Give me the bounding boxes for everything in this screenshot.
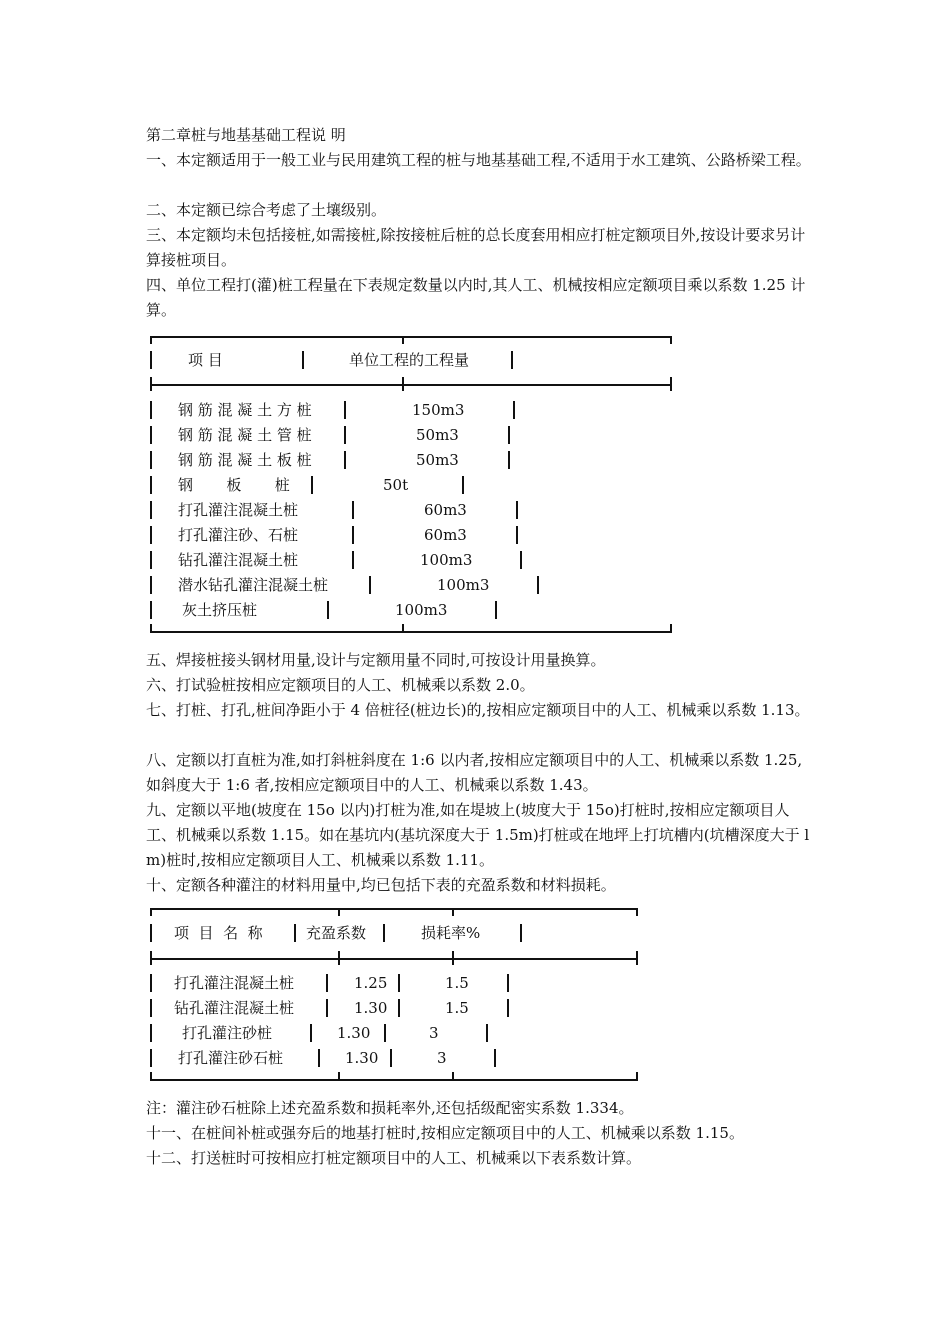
clause-6: 六、打试验桩按相应定额项目的人工、机械乘以系数 2.0。 [146,676,535,694]
table-cell-item: 打孔灌注砂、石桩 [178,526,299,544]
table-top-border [150,336,672,338]
table-cell-filling-coefficient: 1.30 [345,1049,379,1067]
table-bottom-border [150,631,672,633]
table-cell-item: 钻孔灌注混凝土桩 [174,999,295,1017]
table-cell-quantity: 60m3 [424,526,467,544]
clause-5: 五、焊接桩接头钢材用量,设计与定额用量不同时,可按设计用量换算。 [146,651,606,669]
table-cell-quantity: 100m3 [395,601,448,619]
table-bottom-border [150,1079,638,1081]
table-cell-item: 钻孔灌注混凝土桩 [178,551,299,569]
table-header-item-name: 项 目 名 称 [174,924,263,942]
clause-1: 一、本定额适用于一般工业与民用建筑工程的桩与地基基础工程,不适用于水工建筑、公路桥梁工程。 [146,151,811,169]
table-cell-item: 打孔灌注砂桩 [182,1024,273,1042]
table-cell-item: 钢 筋 混 凝 土 管 桩 [178,426,312,444]
clause-11: 十一、在桩间补桩或强夯后的地基打桩时,按相应定额项目中的人工、机械乘以系数 1.15。 [146,1124,744,1142]
clause-12: 十二、打送桩时可按相应打桩定额项目中的人工、机械乘以下表系数计算。 [146,1149,642,1167]
clause-7: 七、打桩、打孔,桩间净距小于 4 倍桩径(桩边长)的,按相应定额项目中的人工、机械乘以系数 1.13。 [146,701,810,719]
table-cell-item: 钢 板 桩 [178,476,290,494]
clause-10: 十、定额各种灌注的材料用量中,均已包括下表的充盈系数和材料损耗。 [146,876,616,894]
table-header-quantity: 单位工程的工程量 [349,351,470,369]
table-cell-loss-rate: 3 [437,1049,447,1067]
table-cell-filling-coefficient: 1.30 [337,1024,371,1042]
table-cell-loss-rate: 1.5 [445,974,469,992]
clause-8: 八、定额以打直桩为准,如打斜桩斜度在 1:6 以内者,按相应定额项目中的人工、机械乘以系数 1.25,如斜度大于 1:6 者,按相应定额项目中的人工、机械乘以系数 1.43。 [146,751,803,794]
table-top-border [150,908,638,910]
table-cell-item: 潜水钻孔灌注混凝土桩 [178,576,329,594]
table-cell-quantity: 50t [383,476,409,494]
table-cell-item: 打孔灌注砂石桩 [178,1049,284,1067]
table-header-filling-coefficient: 充盈系数 [306,924,367,942]
table-cell-loss-rate: 3 [429,1024,439,1042]
table-cell-item: 钢 筋 混 凝 土 板 桩 [178,451,312,469]
table-header-loss-rate: 损耗率% [421,924,481,942]
table-cell-item: 灰土挤压桩 [182,601,258,619]
table-cell-item: 打孔灌注混凝土桩 [178,501,299,519]
clause-2: 二、本定额已综合考虑了土壤级别。 [146,201,387,219]
table-cell-filling-coefficient: 1.25 [354,974,388,992]
table-cell-quantity: 150m3 [412,401,465,419]
table-header-divider [150,958,638,960]
note: 注：灌注砂石桩除上述充盈系数和损耗率外,还包括级配密实系数 1.334。 [146,1099,634,1117]
table-header-divider [150,384,672,386]
chapter-title: 第二章桩与地基基础工程说 明 [146,126,346,144]
table-cell-quantity: 60m3 [424,501,467,519]
clause-3: 三、本定额均未包括接桩,如需接桩,除按接桩后桩的总长度套用相应打桩定额项目外,按设计要求另计算接桩项目。 [146,226,806,269]
table-cell-quantity: 50m3 [416,426,459,444]
table-cell-quantity: 50m3 [416,451,459,469]
clause-9: 九、定额以平地(坡度在 15o 以内)打桩为准,如在堤坡上(坡度大于 15o)打桩时,按相应定额项目人工、机械乘以系数 1.15。如在基坑内(基坑深度大于 1.5m)打桩或在地坪上打坑槽内(坑槽深度大于 lm)桩时,按相应定额项目人工、机械乘以系数 1.11。 [146,801,810,869]
table-cell-quantity: 100m3 [420,551,473,569]
table-cell-item: 打孔灌注混凝土桩 [174,974,295,992]
table-cell-loss-rate: 1.5 [445,999,469,1017]
table-header-item: 项 目 [188,351,223,369]
table-cell-filling-coefficient: 1.30 [354,999,388,1017]
clause-4: 四、单位工程打(灌)桩工程量在下表规定数量以内时,其人工、机械按相应定额项目乘以系数 1.25 计算。 [146,276,806,319]
table-cell-item: 钢 筋 混 凝 土 方 桩 [178,401,312,419]
table-cell-quantity: 100m3 [437,576,490,594]
